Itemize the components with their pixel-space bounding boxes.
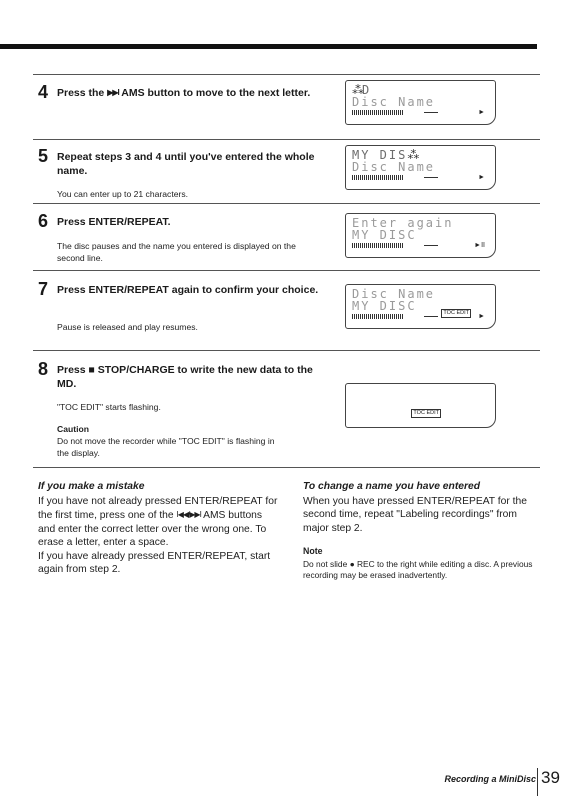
step-8 bbox=[38, 359, 328, 459]
step-title: Press the ▶▶I AMS button to move to the next letter. bbox=[57, 87, 311, 99]
section-footer: Recording a MiniDisc bbox=[444, 774, 536, 784]
step-title: Press ENTER/REPEAT again to confirm your choice. bbox=[57, 284, 319, 296]
lcd-line-2: Disc Name bbox=[352, 95, 436, 109]
change-name-section bbox=[303, 480, 538, 582]
lcd-display-step-8 bbox=[345, 383, 496, 428]
play-icon: ► bbox=[478, 174, 485, 181]
level-meter-icon bbox=[352, 314, 404, 319]
note-title: Note bbox=[303, 546, 323, 556]
step-7 bbox=[38, 279, 328, 335]
stop-icon: ■ bbox=[88, 364, 95, 376]
caution-title: Caution bbox=[57, 424, 89, 434]
lcd-line-1: MY DIS⁂ bbox=[352, 148, 418, 162]
lcd-display-step-5 bbox=[345, 145, 496, 190]
section-title: To change a name you have entered bbox=[303, 481, 481, 492]
mistake-section bbox=[38, 480, 278, 577]
lcd-line-2: MY DISC bbox=[352, 228, 417, 242]
step-title: Press ENTER/REPEAT. bbox=[57, 216, 171, 228]
lcd-line-1: Enter again bbox=[352, 216, 454, 230]
lcd-display-step-4 bbox=[345, 80, 496, 125]
lcd-line-1: ⁂D bbox=[352, 83, 372, 97]
divider bbox=[33, 74, 540, 75]
divider bbox=[33, 139, 540, 140]
lcd-line-2: MY DISC bbox=[352, 299, 417, 313]
play-icon: ► bbox=[478, 109, 485, 116]
step-number: 8 bbox=[38, 359, 49, 379]
toc-edit-indicator: TOC EDIT bbox=[411, 409, 441, 419]
divider bbox=[33, 467, 540, 468]
step-note: Pause is released and play resumes. bbox=[57, 322, 198, 332]
level-meter-icon bbox=[352, 175, 404, 180]
level-meter-icon bbox=[352, 243, 404, 248]
page-number: 39 bbox=[541, 768, 560, 787]
level-meter-icon bbox=[352, 110, 404, 115]
step-6 bbox=[38, 211, 328, 271]
lcd-display-step-7 bbox=[345, 284, 496, 329]
step-note: The disc pauses and the name you entered is displayed on the second line. bbox=[57, 241, 296, 263]
play-icon: ► bbox=[478, 313, 485, 320]
step-title: Repeat steps 3 and 4 until you've entered the whole name. bbox=[57, 151, 315, 177]
next-track-icon: ▶▶I bbox=[107, 88, 119, 97]
footer-divider bbox=[537, 768, 538, 796]
paragraph: If you have not already pressed ENTER/REPEAT for the first time, press one of the I◀◀/▶▶I AMS buttons and enter the correct letter over the wrong one. To erase a letter, enter a space. bbox=[38, 495, 278, 548]
step-note: "TOC EDIT" starts flashing. bbox=[57, 402, 161, 412]
lcd-display-step-6 bbox=[345, 213, 496, 258]
paragraph: If you have already pressed ENTER/REPEAT, start again from step 2. bbox=[38, 550, 271, 575]
divider bbox=[33, 203, 540, 204]
record-dot-icon: ● bbox=[349, 558, 355, 569]
divider bbox=[33, 350, 540, 351]
divider bbox=[33, 270, 540, 271]
lcd-line-2: Disc Name bbox=[352, 160, 436, 174]
step-number: 4 bbox=[38, 82, 49, 102]
paragraph: When you have pressed ENTER/REPEAT for the second time, repeat "Labeling recordings" from major step 2. bbox=[303, 495, 527, 534]
step-number: 5 bbox=[38, 146, 49, 166]
ams-buttons-icon: I◀◀/▶▶I bbox=[176, 510, 201, 519]
note-text: Do not slide ● REC to the right while editing a disc. A previous recording may be erased inadvertently. bbox=[303, 558, 533, 580]
pause-icon: ►II bbox=[474, 242, 485, 249]
lcd-line-1: Disc Name bbox=[352, 287, 436, 301]
flashing-cursor-icon: ⁂ bbox=[352, 83, 362, 97]
step-title: Press ■ STOP/CHARGE to write the new data to the MD. bbox=[57, 364, 313, 390]
section-title: If you make a mistake bbox=[38, 481, 145, 492]
caution-text: Do not move the recorder while "TOC EDIT" is flashing in the display. bbox=[57, 436, 275, 458]
toc-edit-indicator: TOC EDIT bbox=[441, 309, 471, 319]
step-4 bbox=[38, 82, 328, 122]
step-number: 6 bbox=[38, 211, 49, 231]
step-note: You can enter up to 21 characters. bbox=[57, 189, 189, 199]
step-number: 7 bbox=[38, 279, 49, 299]
step-5 bbox=[38, 146, 328, 202]
flashing-cursor-icon: ⁂ bbox=[407, 148, 418, 162]
header-rule bbox=[0, 44, 537, 49]
